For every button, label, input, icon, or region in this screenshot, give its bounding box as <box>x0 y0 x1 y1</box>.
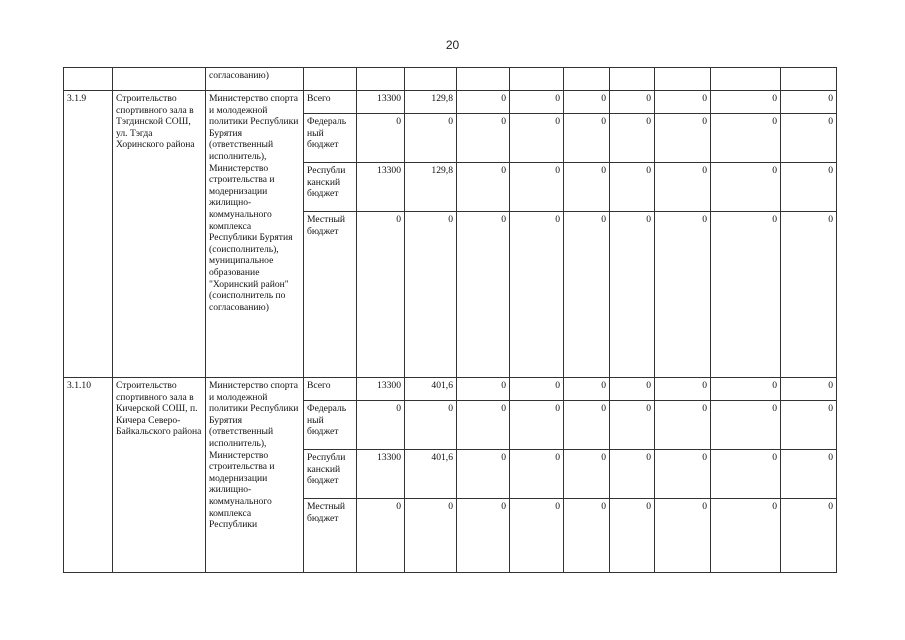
value-cell: 0 <box>610 378 655 401</box>
value-cell: 0 <box>457 401 510 450</box>
table-row <box>64 378 837 401</box>
value-cell: 0 <box>405 114 457 163</box>
continuation-row <box>64 68 837 91</box>
page-number: 20 <box>445 38 460 52</box>
value-cell: 13300 <box>357 450 405 499</box>
table-cell <box>711 68 781 91</box>
value-cell: 0 <box>781 450 837 499</box>
value-cell: 0 <box>781 499 837 573</box>
table-cell <box>457 68 510 91</box>
value-cell: 0 <box>711 91 781 114</box>
funding-source: Местный бюджет <box>304 499 357 573</box>
item-code: 3.1.9 <box>64 91 113 378</box>
value-cell: 129,8 <box>405 91 457 114</box>
value-cell: 0 <box>457 163 510 212</box>
value-cell: 0 <box>510 91 564 114</box>
value-cell: 0 <box>510 163 564 212</box>
value-cell: 0 <box>711 163 781 212</box>
value-cell: 0 <box>610 450 655 499</box>
value-cell: 0 <box>610 401 655 450</box>
table-cell <box>113 68 206 91</box>
value-cell: 0 <box>655 499 711 573</box>
value-cell: 13300 <box>357 91 405 114</box>
value-cell: 129,8 <box>405 163 457 212</box>
value-cell: 0 <box>510 499 564 573</box>
value-cell: 0 <box>457 114 510 163</box>
value-cell: 0 <box>564 450 610 499</box>
value-cell: 401,6 <box>405 450 457 499</box>
value-cell: 0 <box>357 114 405 163</box>
table-cell <box>64 68 113 91</box>
value-cell: 401,6 <box>405 378 457 401</box>
value-cell: 0 <box>711 499 781 573</box>
value-cell: 0 <box>711 450 781 499</box>
executor-cell: Министерство спорта и молодежной политики Республики Бурятия (ответственный исполнитель), Министерство строительства и модернизации жилищно-коммунального комплекса Республики <box>206 378 304 573</box>
table-cell <box>610 68 655 91</box>
item-name: Строительство спортивного зала в Тэгдинской СОШ, ул. Тэгда Хоринского района <box>113 91 206 378</box>
value-cell: 0 <box>655 114 711 163</box>
value-cell: 0 <box>510 401 564 450</box>
item-code: 3.1.10 <box>64 378 113 573</box>
value-cell: 0 <box>510 212 564 378</box>
value-cell: 0 <box>781 401 837 450</box>
value-cell: 0 <box>405 212 457 378</box>
value-cell: 0 <box>781 163 837 212</box>
table-cell <box>781 68 837 91</box>
funding-source: Республи канский бюджет <box>304 450 357 499</box>
value-cell: 0 <box>655 163 711 212</box>
funding-source: Федераль ный бюджет <box>304 401 357 450</box>
value-cell: 0 <box>610 114 655 163</box>
value-cell: 0 <box>457 499 510 573</box>
table-cell <box>655 68 711 91</box>
funding-source: Всего <box>304 378 357 401</box>
funding-source: Всего <box>304 91 357 114</box>
executor-cell: согласованию) <box>206 68 304 91</box>
value-cell: 0 <box>564 163 610 212</box>
value-cell: 0 <box>357 499 405 573</box>
value-cell: 0 <box>781 114 837 163</box>
table-cell <box>510 68 564 91</box>
value-cell: 0 <box>510 114 564 163</box>
table-cell <box>357 68 405 91</box>
value-cell: 0 <box>457 450 510 499</box>
value-cell: 0 <box>711 114 781 163</box>
value-cell: 0 <box>510 378 564 401</box>
value-cell: 0 <box>564 499 610 573</box>
value-cell: 0 <box>457 212 510 378</box>
value-cell: 0 <box>564 401 610 450</box>
funding-source: Местный бюджет <box>304 212 357 378</box>
funding-source: Федераль ный бюджет <box>304 114 357 163</box>
value-cell: 0 <box>405 401 457 450</box>
executor-cell: Министерство спорта и молодежной политики Республики Бурятия (ответственный исполнитель), Министерство строительства и модернизации жилищно-коммунального комплекса Республики Бурятия (соисполнитель), муниципальное образование "Хоринский район" (соисполнитель по согласованию) <box>206 91 304 378</box>
value-cell: 13300 <box>357 378 405 401</box>
value-cell: 0 <box>357 212 405 378</box>
value-cell: 0 <box>655 450 711 499</box>
table-cell <box>564 68 610 91</box>
table-cell <box>405 68 457 91</box>
budget-table <box>63 67 837 573</box>
value-cell: 0 <box>711 212 781 378</box>
value-cell: 0 <box>510 450 564 499</box>
value-cell: 0 <box>655 378 711 401</box>
value-cell: 0 <box>655 91 711 114</box>
value-cell: 0 <box>610 212 655 378</box>
value-cell: 0 <box>610 499 655 573</box>
value-cell: 0 <box>781 378 837 401</box>
value-cell: 0 <box>655 212 711 378</box>
value-cell: 0 <box>564 378 610 401</box>
value-cell: 13300 <box>357 163 405 212</box>
value-cell: 0 <box>564 91 610 114</box>
table-cell <box>304 68 357 91</box>
value-cell: 0 <box>564 212 610 378</box>
value-cell: 0 <box>781 212 837 378</box>
table-row <box>64 91 837 114</box>
value-cell: 0 <box>457 91 510 114</box>
value-cell: 0 <box>610 163 655 212</box>
value-cell: 0 <box>610 91 655 114</box>
value-cell: 0 <box>405 499 457 573</box>
item-name: Строительство спортивного зала в Кичерской СОШ, п. Кичера Северо-Байкальского района <box>113 378 206 573</box>
value-cell: 0 <box>711 378 781 401</box>
funding-source: Республи канский бюджет <box>304 163 357 212</box>
value-cell: 0 <box>781 91 837 114</box>
value-cell: 0 <box>655 401 711 450</box>
value-cell: 0 <box>564 114 610 163</box>
value-cell: 0 <box>357 401 405 450</box>
value-cell: 0 <box>711 401 781 450</box>
value-cell: 0 <box>457 378 510 401</box>
